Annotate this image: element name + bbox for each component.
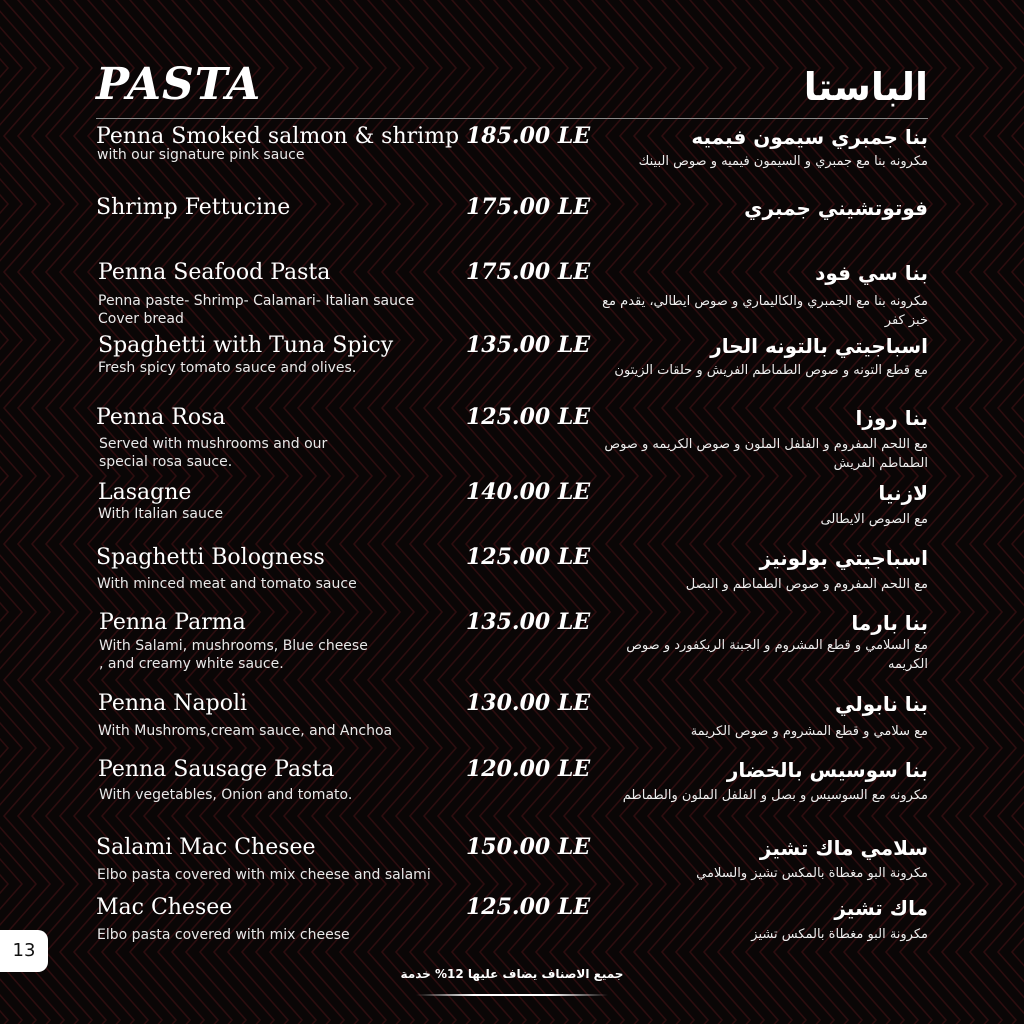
item-name-arabic: بنا نابولي [835, 692, 928, 716]
item-name-english: Shrimp Fettucine [96, 195, 291, 220]
item-name-arabic: اسباجيتي بولونيز [759, 546, 928, 570]
item-description-english: With Mushroms,cream sauce, and Anchoa [98, 723, 393, 739]
item-price: 150.00 LE [466, 834, 591, 860]
section-title-english: PASTA [96, 59, 262, 110]
menu-item [0, 610, 1024, 680]
item-price: 140.00 LE [466, 479, 591, 505]
item-description-arabic: مع اللحم المفروم و صوص الطماطم و البصل [685, 577, 928, 592]
item-price: 130.00 LE [466, 690, 591, 716]
page-number-tab: 13 [0, 930, 48, 972]
item-description-arabic: مكرونة البو مغطاة بالمكس تشيز والسلامي [696, 866, 928, 881]
item-name-english: Penna Sausage Pasta [98, 757, 335, 782]
item-description-english: Elbo pasta covered with mix cheese [97, 927, 350, 943]
item-name-english: Penna Rosa [96, 405, 226, 430]
item-name-arabic: بنا سي فود [815, 261, 928, 285]
item-price: 175.00 LE [466, 259, 591, 285]
item-price: 125.00 LE [466, 544, 591, 570]
menu-item [0, 333, 1024, 403]
item-name-arabic: بنا بارما [851, 611, 928, 635]
item-description-arabic: مع اللحم المفروم و الفلفل الملون و صوص الكريمه و صوص الطماطم الفريش [604, 437, 928, 471]
menu-item [0, 757, 1024, 827]
item-description-english: With Italian sauce [98, 506, 224, 522]
item-description-arabic: مكرونة البو مغطاة بالمكس تشيز [751, 927, 928, 942]
title-divider [96, 118, 928, 119]
item-description-arabic: مع سلامي و قطع المشروم و صوص الكريمة [690, 724, 928, 739]
menu-item [0, 691, 1024, 761]
item-name-arabic: اسباجيتي بالتونه الحار [710, 334, 928, 358]
item-name-arabic: بنا سوسيس بالخضار [726, 758, 928, 782]
item-name-arabic: بنا روزا [855, 406, 928, 430]
item-name-english: Penna Seafood Pasta [98, 260, 331, 285]
item-description-english: With Salami, mushrooms, Blue cheese , and creamy white sauce. [99, 638, 368, 672]
item-description-english: with our signature pink sauce [97, 147, 305, 163]
item-description-arabic: مكرونه بنا مع جمبري و السيمون فيميه و صوص البينك [638, 154, 928, 169]
item-description-arabic: مع قطع التونه و صوص الطماطم الفريش و حلقات الزيتون [614, 363, 928, 378]
item-description-english: Elbo pasta covered with mix cheese and salami [97, 867, 431, 883]
item-description-english: Penna paste- Shrimp- Calamari- Italian sauce Cover bread [98, 293, 415, 327]
item-name-arabic: لازنيا [878, 481, 928, 505]
item-description-english: With vegetables, Onion and tomato. [99, 787, 353, 803]
footer-divider [416, 994, 608, 996]
menu-item [0, 260, 1024, 330]
item-name-english: Salami Mac Chesee [96, 835, 316, 860]
item-name-arabic: فوتوتشيني جمبري [744, 196, 928, 220]
item-price: 185.00 LE [466, 123, 591, 149]
item-price: 135.00 LE [466, 332, 591, 358]
menu-item [0, 895, 1024, 965]
item-name-arabic: بنا جمبري سيمون فيميه [691, 125, 928, 149]
item-price: 125.00 LE [466, 404, 591, 430]
item-name-english: Penna Parma [99, 610, 246, 635]
item-price: 175.00 LE [466, 194, 591, 220]
item-name-english: Lasagne [98, 480, 192, 505]
item-description-english: Served with mushrooms and our special rosa sauce. [99, 436, 328, 470]
menu-item [0, 195, 1024, 265]
item-price: 120.00 LE [466, 756, 591, 782]
item-name-english: Spaghetti with Tuna Spicy [98, 333, 394, 358]
item-name-english: Spaghetti Bologness [96, 545, 325, 570]
item-description-arabic: مكرونه مع السوسيس و بصل و الفلفل الملون والطماطم [622, 788, 928, 803]
item-description-english: With minced meat and tomato sauce [97, 576, 357, 592]
item-price: 135.00 LE [466, 609, 591, 635]
section-title-arabic: الباستا [803, 65, 928, 109]
menu-item [0, 480, 1024, 550]
item-name-english: Mac Chesee [96, 895, 233, 920]
item-name-arabic: سلامي ماك تشيز [759, 836, 928, 860]
item-price: 125.00 LE [466, 894, 591, 920]
menu-item [0, 124, 1024, 194]
item-name-english: Penna Napoli [98, 691, 248, 716]
item-description-english: Fresh spicy tomato sauce and olives. [98, 360, 357, 376]
item-name-arabic: ماك تشيز [834, 896, 928, 920]
item-description-arabic: مع السلامي و قطع المشروم و الجبنة الريكفورد و صوص الكريمه [626, 638, 928, 672]
item-description-arabic: مع الصوص الايطالى [820, 512, 928, 527]
item-name-english: Penna Smoked salmon & shrimp [96, 124, 460, 149]
menu-item [0, 545, 1024, 615]
service-charge-note: جميع الاصناف يضاف عليها 12% خدمة [400, 967, 624, 981]
item-description-arabic: مكرونه بنا مع الجمبري والكاليماري و صوص ايطالي، يقدم مع خبز كفر [602, 294, 928, 328]
menu-item [0, 405, 1024, 475]
